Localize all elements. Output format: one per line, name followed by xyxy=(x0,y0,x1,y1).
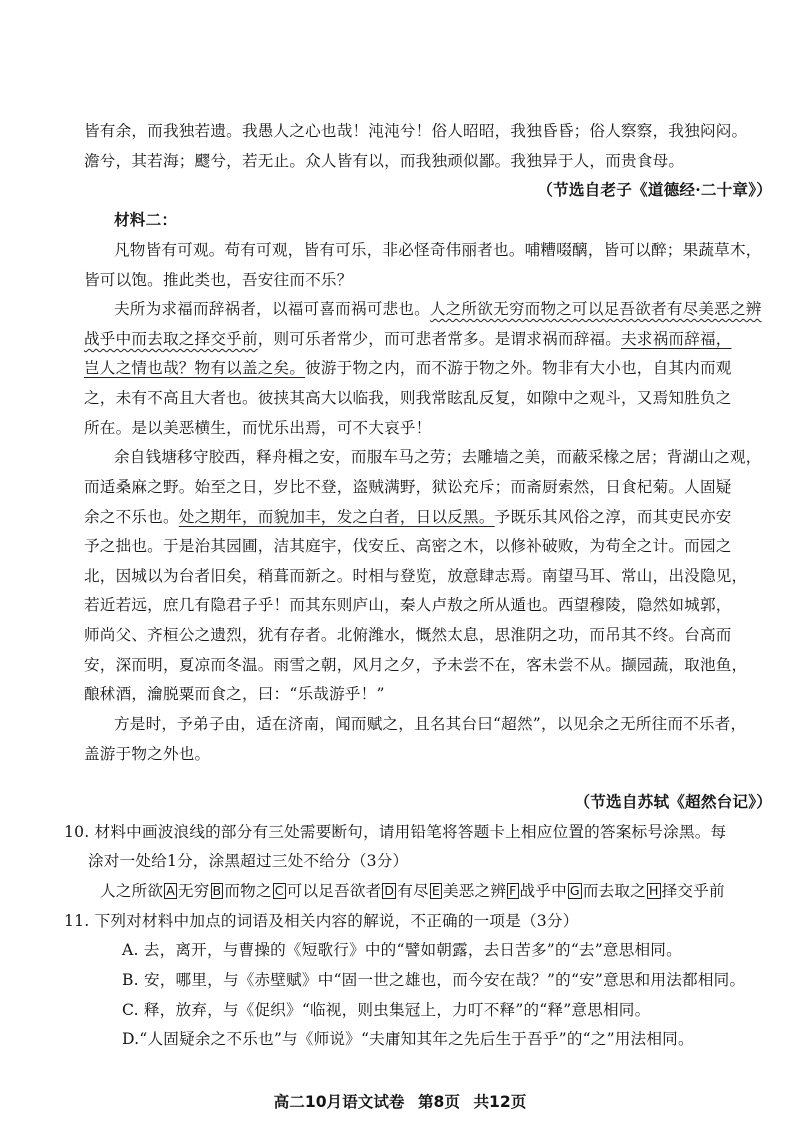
question-10 xyxy=(64,822,726,842)
question-number: 11. xyxy=(64,912,90,930)
text-line: 若近若远，庶几有隐君子乎！而其东则庐山，秦人卢敖之所从遁也。西望穆陵，隐然如城郭， xyxy=(84,596,732,614)
text-line: 皆有余，而我独若遗。我愚人之心也哉！沌沌兮！俗人昭昭，我独昏昏；俗人察察，我独闷闷。 xyxy=(84,122,748,140)
segment-text: 人之所欲 xyxy=(100,882,164,900)
plain-text: 彼游于物之内，而不游于物之外。物非有大小也，自其内而观 xyxy=(305,359,732,377)
underlined-text: 岂人之情也哉？物有以盖之矣。 xyxy=(84,359,306,377)
segment-text: 无穷 xyxy=(177,882,210,900)
question-text: 涂对一处给1分，涂黑超过三处不给分（3分） xyxy=(88,852,409,870)
text-line: 余自钱塘移守胶西，释舟楫之安，而服车马之劳；去雕墙之美，而蔽采椽之居；背湖山之观， xyxy=(114,448,762,466)
plain-text: 予既乐其风俗之淳，而其吏民亦安 xyxy=(494,508,732,526)
text-line xyxy=(84,507,732,527)
source-citation: （节选自苏轼《超然台记》） xyxy=(574,792,772,811)
answer-marker-d[interactable]: D xyxy=(384,883,395,898)
exam-title: 高二10月语文试卷 xyxy=(273,1093,405,1111)
segment-text: 美恶之辨 xyxy=(442,882,507,900)
text-line: 皆可以饱。推此类也，吾安往而不乐？ xyxy=(84,271,353,289)
question-number: 10. xyxy=(64,823,90,841)
segment-text: 可以足吾欲者 xyxy=(286,882,382,900)
wavy-underlined-text: 人之所欲无穷而物之可以足吾欲者有尽美恶之辨 xyxy=(429,300,762,318)
text-line xyxy=(84,329,732,349)
answer-marker-e[interactable]: E xyxy=(431,883,440,898)
answer-marker-f[interactable]: F xyxy=(509,883,517,898)
wavy-underlined-text: 战乎中而去取之择交乎前 xyxy=(84,330,258,348)
question-11 xyxy=(64,911,579,931)
segment-text: 而去取之 xyxy=(582,882,646,900)
page-number: 第8页 xyxy=(417,1093,460,1111)
text-line: 安，深而明，夏凉而冬温。雨雪之朝，风月之夕，予未尝不在，客未尝不从。撷园蔬，取池鱼， xyxy=(84,656,748,674)
answer-marker-b[interactable]: B xyxy=(212,883,222,898)
text-line: 北，因城以为台者旧矣，稍葺而新之。时相与登览，放意肆志焉。南望马耳、常山，出没隐见， xyxy=(84,567,748,585)
text-line xyxy=(84,358,732,378)
plain-text: ，则可乐者常少，而可悲者常多。是谓求祸而辞福。 xyxy=(257,330,621,348)
text-line: 之，未有不高且大者也。彼挟其高大以临我，则我常眩乱反复，如隙中之观斗，又焉知胜负之 xyxy=(84,389,732,407)
text-line: 盖游于物之外也。 xyxy=(84,745,211,763)
segment-text: 择交乎前 xyxy=(661,882,725,900)
page-total: 共12页 xyxy=(473,1093,527,1111)
text-line: 所在。是以美恶横生，而忧乐出焉，可不大哀乎！ xyxy=(84,419,432,437)
text-line: 予之拙也。于是治其园圃，洁其庭宇，伐安丘、高密之木，以修补破败，为苟全之计。而园之 xyxy=(84,537,732,555)
answer-marker-c[interactable]: C xyxy=(274,883,284,898)
plain-text: 夫所为求福而辞祸者，以福可喜而祸可悲也。 xyxy=(114,300,430,318)
text-line: 酿秫酒，瀹脱粟而食之，曰：“乐哉游乎！” xyxy=(84,685,385,703)
option-b: B. 安，哪里，与《赤壁赋》中“固一世之雄也，而今安在哉？”的“安”意思和用法都相同。 xyxy=(122,971,746,989)
answer-marker-a[interactable]: A xyxy=(166,883,175,898)
text-line: 方是时，予弟子由，适在济南，闻而赋之，且名其台曰“超然”，以见余之无所往而不乐者， xyxy=(114,715,747,733)
text-line xyxy=(114,299,762,319)
answer-marker-h[interactable]: H xyxy=(649,883,659,898)
segment-text: 而物之 xyxy=(224,882,272,900)
plain-text: 余之不乐也。 xyxy=(84,508,179,526)
source-citation: （节选自老子《道德经·二十章》） xyxy=(537,180,772,199)
segmentation-answer-line xyxy=(100,881,725,901)
page-footer xyxy=(0,1090,800,1112)
section-heading: 材料二： xyxy=(114,210,178,229)
underlined-text: 夫求祸而辞福， xyxy=(621,330,732,348)
question-text: 材料中画波浪线的部分有三处需要断句，请用铅笔将答题卡上相应位置的答案标号涂黑。每 xyxy=(94,823,727,841)
segment-text: 战乎中 xyxy=(519,882,567,900)
text-line: 澹兮，其若海；飂兮，若无止。众人皆有以，而我独顽似鄙。我独异于人，而贵食母。 xyxy=(84,152,685,170)
option-d: D.“人固疑余之不乐也”与《师说》“夫庸知其年之先后生于吾乎”的“之”用法相同。 xyxy=(122,1030,694,1048)
underlined-text: 处之期年，而貌加丰，发之白者，日以反黑。 xyxy=(178,508,495,526)
text-line: 凡物皆有可观。苟有可观，皆有可乐，非必怪奇伟丽者也。哺糟啜醨，皆可以醉；果蔬草木， xyxy=(114,241,762,259)
answer-marker-g[interactable]: G xyxy=(569,883,580,898)
text-line: 师尚父、齐桓公之遗烈，犹有存者。北俯潍水，慨然太息，思淮阴之功，而吊其不终。台高而 xyxy=(84,626,732,644)
text-line: 而适桑麻之野。始至之日，岁比不登，盗贼满野，狱讼充斥；而斋厨索然，日食杞菊。人固疑 xyxy=(84,478,732,496)
segment-text: 有尽 xyxy=(397,882,429,900)
option-c: C. 释，放弃，与《促织》“临视，则虫集冠上，力叮不释”的“释”意思相同。 xyxy=(122,1001,651,1019)
question-text: 下列对材料中加点的词语及相关内容的解说，不正确的一项是（3分） xyxy=(94,912,579,930)
option-a: A. 去，离开，与曹操的《短歌行》中的“譬如朝露，去日苦多”的“去”意思相同。 xyxy=(122,941,682,959)
